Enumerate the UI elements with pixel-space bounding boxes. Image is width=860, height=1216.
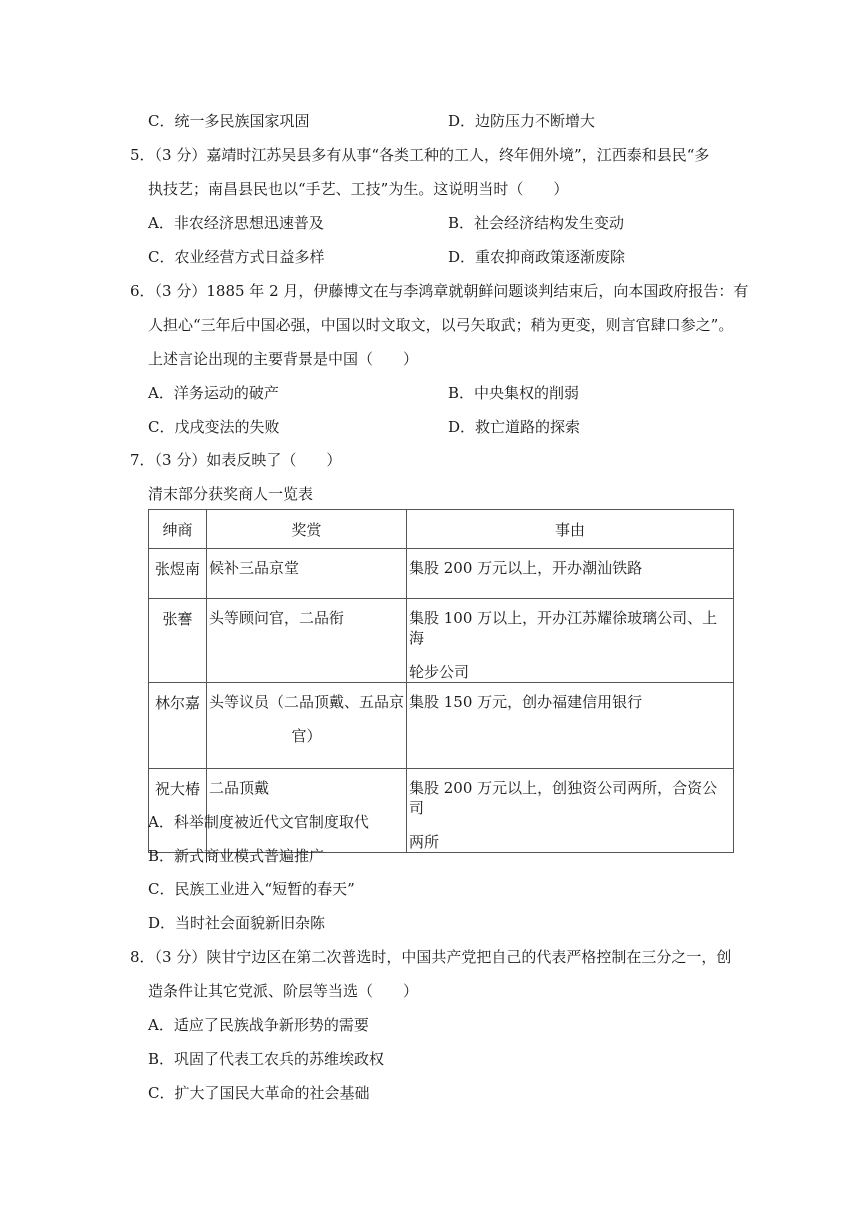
award-cell: 头等顾问官，二品衔	[207, 599, 407, 683]
merchant-name: 张謇	[149, 599, 207, 683]
q5-option-a[interactable]: A．非农经济思想迅速普及	[148, 214, 324, 232]
award-cell	[207, 683, 407, 769]
q5-option-b[interactable]: B．社会经济结构发生变动	[448, 214, 625, 232]
award-cell: 候补三品京堂	[207, 549, 407, 599]
q8-stem-line1: 8．（3 分）陕甘宁边区在第二次普选时，中国共产党把自己的代表严格控制在三分之一，创	[130, 948, 732, 966]
q8-option-b[interactable]: B．巩固了代表工农兵的苏维埃政权	[148, 1050, 385, 1068]
table-header-row	[149, 510, 734, 549]
q7-option-d[interactable]: D．当时社会面貌新旧杂陈	[148, 914, 326, 932]
reason-cell	[407, 599, 734, 683]
q4-option-d[interactable]: D．边防压力不断增大	[448, 112, 596, 130]
q7-option-a[interactable]: A．科举制度被近代文官制度取代	[148, 813, 369, 831]
header-merchant: 绅商	[149, 510, 207, 549]
reason-cell: 集股 200 万元以上，开办潮汕铁路	[407, 549, 734, 599]
merchant-name: 祝大椿	[149, 769, 207, 853]
q5-stem-line2: 执技艺；南昌县民也以“手艺、工技”为生。这说明当时（ ）	[148, 180, 569, 198]
reason-line: 两所	[409, 833, 440, 851]
merchant-name: 林尔嘉	[149, 683, 207, 769]
q7-option-b[interactable]: B．新式商业模式普遍推广	[148, 847, 325, 865]
award-line: 头等议员（二品顶戴、五品京	[209, 693, 405, 711]
q7-table-caption: 清末部分获奖商人一览表	[148, 485, 314, 503]
q4-option-c[interactable]: C．统一多民族国家巩固	[148, 112, 310, 130]
table-row	[149, 549, 734, 599]
q5-option-d[interactable]: D．重农抑商政策逐渐废除	[448, 248, 626, 266]
header-reason: 事由	[407, 510, 734, 549]
q6-stem-line2: 人担心“三年后中国必强，中国以时文取文，以弓矢取武；稍为更变，则言官肆口参之”。	[148, 316, 734, 334]
reason-line: 集股 200 万元以上，创独资公司两所，合资公司	[409, 779, 718, 817]
q8-option-a[interactable]: A．适应了民族战争新形势的需要	[148, 1016, 369, 1034]
q6-option-a[interactable]: A．洋务运动的破产	[148, 384, 279, 402]
award-table	[148, 509, 734, 853]
reason-cell: 集股 150 万元，创办福建信用银行	[407, 683, 734, 769]
table-row	[149, 769, 734, 853]
q5-stem-line1: 5．（3 分）嘉靖时江苏吴县多有从事“各类工种的工人，终年佣外境”，江西泰和县民“多	[130, 146, 710, 164]
q6-stem-line3: 上述言论出现的主要背景是中国（ ）	[148, 350, 419, 368]
q7-option-c[interactable]: C．民族工业进入“短暂的春天”	[148, 880, 355, 898]
q6-option-c[interactable]: C．戊戌变法的失败	[148, 418, 280, 436]
reason-line: 轮步公司	[409, 663, 470, 681]
award-cell: 二品顶戴	[207, 769, 407, 853]
reason-cell	[407, 769, 734, 853]
q6-option-b[interactable]: B．中央集权的削弱	[448, 384, 580, 402]
table-row	[149, 599, 734, 683]
award-line: 官）	[291, 727, 322, 745]
reason-line: 集股 100 万以上，开办江苏耀徐玻璃公司、上海	[409, 609, 718, 647]
q6-stem-line1: 6．（3 分）1885 年 2 月，伊藤博文在与李鸿章就朝鲜问题谈判结束后，向本国政府报告：有	[130, 282, 749, 300]
q6-option-d[interactable]: D．救亡道路的探索	[448, 418, 581, 436]
merchant-name: 张煜南	[149, 549, 207, 599]
q8-option-c[interactable]: C．扩大了国民大革命的社会基础	[148, 1084, 370, 1102]
q7-stem: 7．（3 分）如表反映了（ ）	[130, 451, 342, 469]
header-award: 奖赏	[207, 510, 407, 549]
q5-option-c[interactable]: C．农业经营方式日益多样	[148, 248, 325, 266]
q8-stem-line2: 造条件让其它党派、阶层等当选（ ）	[148, 982, 419, 1000]
table-row	[149, 683, 734, 769]
